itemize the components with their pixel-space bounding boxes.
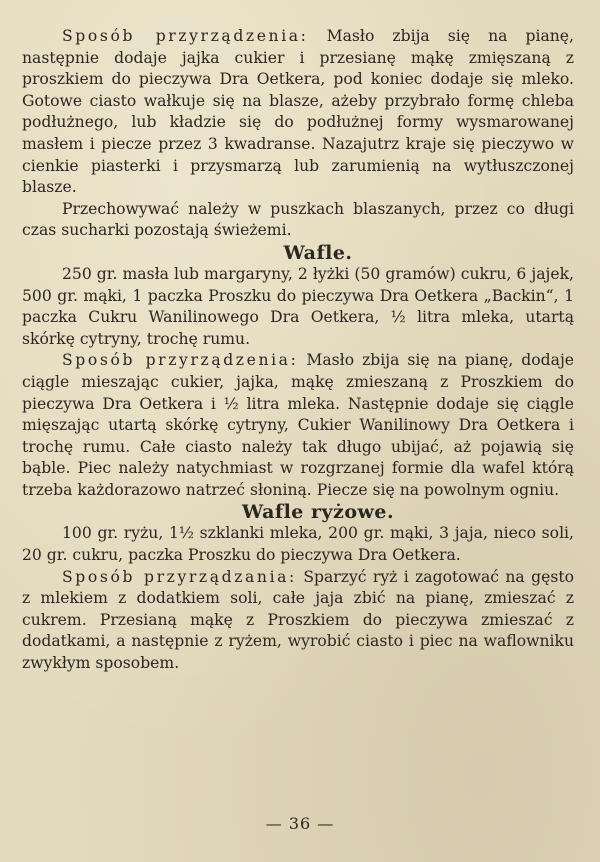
ingredients-paragraph-wafle-ryzowe: 100 gr. ryżu, 1½ szklanki mleka, 200 gr. mąki, 3 jaja, nieco soli, 20 gr. cukru, paczka Proszku do pieczywa Dra Oetkera. <box>22 524 574 565</box>
storage-paragraph: Przechowywać należy w puszkach blaszanych, przez co długi czas sucharki pozostają świeżemi. <box>22 199 574 240</box>
recipe-title-wafle: Wafle. <box>283 241 353 264</box>
method-text: Masło zbija się na pianę, dodaje ciągle mieszając cukier, jajka, mąkę zmieszaną z Proszkiem do pieczywa Dra Oetkera i ½ litra mleka. Następnie dodaje się ciągle mięszając utartą skórkę cytryny, Cukier Wanilinowy Dra Oetkera i trochę rumu. Całe ciasto należy tak długo ubijać, aż pojawią się bąble. Piec należy natychmiast w rozgrzanej formie dla wafel którą trzeba każdorazowo natrzeć słoniną. Piecze się na powolnym ogniu. <box>22 351 575 499</box>
page-number: — 36 — <box>265 814 335 833</box>
method-label: Sposób przyrządzenia: <box>62 351 299 370</box>
method-text: Masło zbija się na pianę, następnie dodaje jajka cukier i przesianę mąkę zmięszaną z proszkiem do pieczywa Dra Oetkera, pod koniec dodaje się mleko. Gotowe ciasto wałkuje się na blasze, ażeby przybrało formę chleba podłużnego, lub kładzie się do podłużnej formy wysmarowanej masłem i piecze przez 3 kwadranse. Nazajutrz kraje się pieczywo w cienkie piasterki i przysmarzą lub zarumienią na wytłuszczonej blasze. <box>22 27 574 197</box>
recipe-title-wafle-ryzowe: Wafle ryżowe. <box>241 501 395 524</box>
page-text <box>22 26 574 675</box>
method-text: Sparzyć ryż i zagotować na gęsto z mlekiem z dodatkiem soli, całe jaja zbić na pianę, zmieszać z cukrem. Przesianą mąkę z Proszkiem do pieczywa zmieszać z dodatkami, a następnie z ryżem, wyrobić ciasto i piec na waflowniku zwykłym sposobem. <box>22 567 574 673</box>
method-paragraph-3 <box>22 567 574 675</box>
method-paragraph-2 <box>22 350 574 501</box>
method-label: Sposób przyrządzania: <box>62 567 297 586</box>
ingredients-paragraph-wafle: 250 gr. masła lub margaryny, 2 łyżki (50 gramów) cukru, 6 jajek, 500 gr. mąki, 1 paczka Proszku do pieczywa Dra Oetkera „Backin“, 1 paczka Cukru Wanilinowego Dra Oetkera, ½ litra mleka, utartą skórkę cytryny, trochę rumu. <box>22 264 574 348</box>
method-label: Sposób przyrządzenia: <box>62 27 309 45</box>
method-paragraph-1 <box>22 26 574 199</box>
